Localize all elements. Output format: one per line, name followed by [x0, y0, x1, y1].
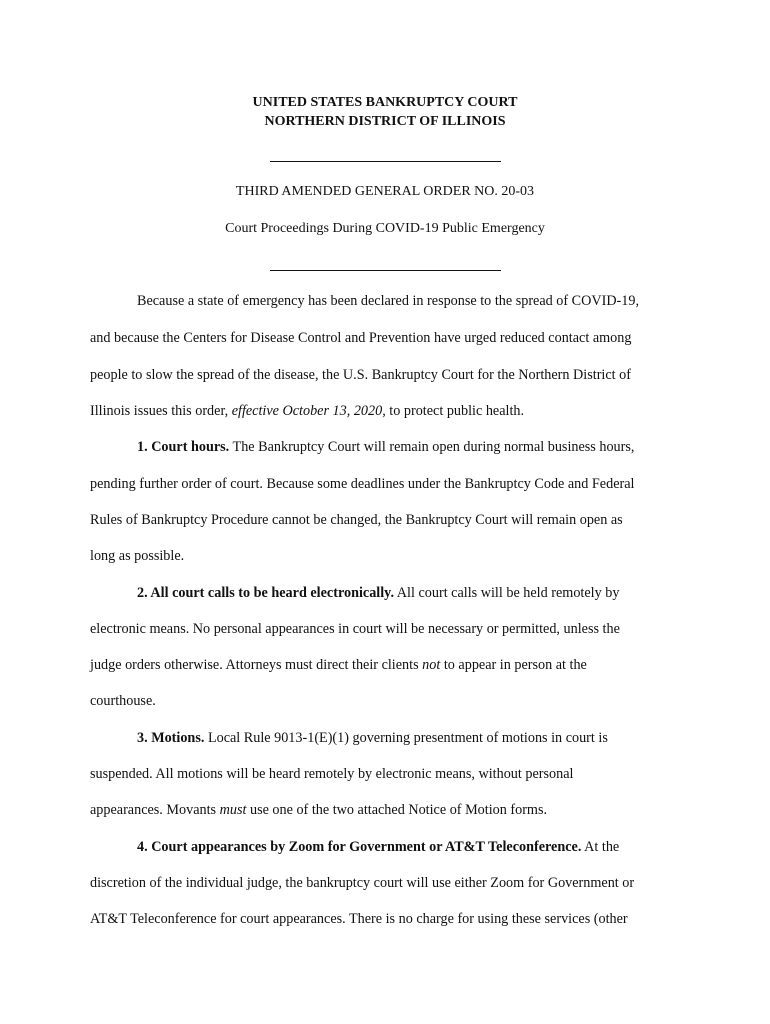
- intro-text: , to protect public health.: [382, 403, 525, 419]
- section-2-line: courthouse.: [90, 693, 156, 709]
- section-2-line: [137, 584, 619, 602]
- section-1-line: pending further order of court. Because some deadlines under the Bankruptcy Code and Federal: [90, 476, 635, 492]
- section-2-line: electronic means. No personal appearances in court will be necessary or permitted, unless the: [90, 621, 620, 637]
- section-text: to appear in person at the: [440, 657, 587, 673]
- section-4-line: discretion of the individual judge, the bankruptcy court will use either Zoom for Government or: [90, 875, 635, 891]
- section-3-heading: 3. Motions.: [137, 730, 205, 746]
- section-1-line: Rules of Bankruptcy Procedure cannot be changed, the Bankruptcy Court will remain open as: [90, 512, 623, 528]
- section-2-line: [90, 656, 587, 674]
- section-text: The Bankruptcy Court will remain open during normal business hours,: [229, 439, 635, 455]
- emphasis-not: not: [422, 657, 441, 673]
- section-text: appearances. Movants: [90, 802, 220, 818]
- section-4-heading: 4. Court appearances by Zoom for Government or AT&T Teleconference.: [137, 839, 582, 855]
- section-3-line: suspended. All motions will be heard remotely by electronic means, without personal: [90, 766, 574, 782]
- court-name: UNITED STATES BANKRUPTCY COURT: [252, 95, 518, 110]
- section-1-line: long as possible.: [90, 548, 185, 564]
- divider-top: [270, 161, 501, 162]
- order-title: THIRD AMENDED GENERAL ORDER NO. 20-03: [235, 184, 535, 199]
- section-3-line: [90, 801, 547, 819]
- intro-line: [90, 402, 524, 420]
- section-3-line: [137, 729, 608, 747]
- section-4-line: [137, 838, 619, 856]
- section-text: At the: [581, 839, 620, 855]
- divider-bottom: [270, 270, 501, 271]
- effective-date: effective October 13, 2020: [231, 403, 383, 419]
- court-district: NORTHERN DISTRICT OF ILLINOIS: [264, 114, 506, 129]
- intro-line: people to slow the spread of the disease, the U.S. Bankruptcy Court for the Northern District of: [90, 367, 631, 383]
- order-subtitle: Court Proceedings During COVID-19 Public Emergency: [225, 221, 545, 236]
- section-text: use one of the two attached Notice of Motion forms.: [246, 802, 548, 818]
- section-1-heading: 1. Court hours.: [137, 439, 230, 455]
- section-4-line: AT&T Teleconference for court appearances. There is no charge for using these services (other: [90, 911, 628, 927]
- section-text: Local Rule 9013-1(E)(1) governing presentment of motions in court is: [204, 730, 608, 746]
- section-text: judge orders otherwise. Attorneys must direct their clients: [90, 657, 423, 673]
- section-1-line: [137, 438, 634, 456]
- section-2-heading: 2. All court calls to be heard electronically.: [137, 585, 395, 601]
- intro-line: Because a state of emergency has been declared in response to the spread of COVID-19,: [137, 293, 640, 309]
- section-text: All court calls will be held remotely by: [394, 585, 620, 601]
- intro-line: and because the Centers for Disease Control and Prevention have urged reduced contact among: [90, 330, 632, 346]
- emphasis-must: must: [219, 802, 247, 818]
- intro-text: Illinois issues this order,: [90, 403, 232, 419]
